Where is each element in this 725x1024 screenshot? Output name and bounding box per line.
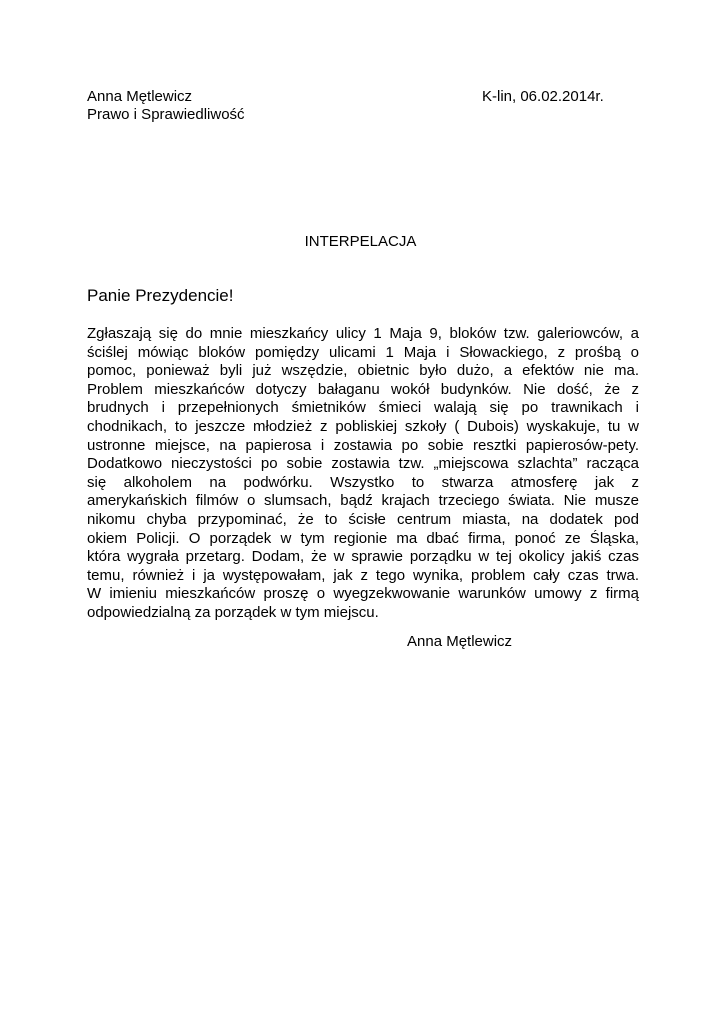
body-line: nikomu chyba przypominać, że to ścisłe centrum miasta, na dodatek pod bbox=[87, 510, 639, 528]
body-line: która wygrała przetarg. Dodam, że w sprawie porządku w tej okolicy jakiś czas bbox=[87, 548, 639, 566]
body-line: Dodatkowo nieczystości po sobie zostawia tzw. „miejscowa szlachta” racząca bbox=[87, 455, 639, 473]
body-line: Zgłaszają się do mnie mieszkańcy ulicy 1 Maja 9, bloków tzw. galeriowców, a bbox=[87, 325, 639, 342]
letter-body bbox=[87, 325, 639, 623]
body-line: W imieniu mieszkańców proszę o wyegzekwowanie warunków umowy z firmą bbox=[87, 585, 639, 603]
body-line: odpowiedzialną za porządek w tym miejscu. bbox=[87, 603, 379, 621]
body-line: ściślej mówiąc bloków pomiędzy ulicami 1 Maja i Słowackiego, z prośbą o bbox=[87, 343, 639, 361]
body-line: się alkoholem na podwórku. Wszystko to stwarza atmosferę jak z bbox=[87, 473, 639, 491]
body-line: okiem Policji. O porządek w tym regionie ma dbać firma, ponoć ze Śląska, bbox=[87, 529, 639, 547]
body-line: chodnikach, to jeszcze młodzież z pobliskiej szkoły ( Dubois) wyskakuje, tu w bbox=[87, 417, 639, 435]
signature: Anna Mętlewicz bbox=[407, 633, 513, 650]
author-name: Anna Mętlewicz bbox=[87, 88, 193, 105]
place-date: K-lin, 06.02.2014r. bbox=[482, 88, 604, 105]
body-line: Problem mieszkańców dotyczy bałaganu wokół budynków. Nie dość, że z bbox=[87, 380, 639, 398]
party-name: Prawo i Sprawiedliwość bbox=[87, 106, 245, 123]
body-line: amerykańskich filmów o slumsach, bądź krajach trzeciego świata. Nie musze bbox=[87, 492, 639, 510]
document-title: INTERPELACJA bbox=[304, 233, 417, 250]
body-line: ustronne miejsce, na papierosa i zostawia po sobie resztki papierosów-pety. bbox=[87, 436, 639, 454]
body-line: pomoc, ponieważ byli już wszędzie, obietnic było dużo, a efektów nie ma. bbox=[87, 362, 639, 380]
greeting: Panie Prezydencie! bbox=[87, 286, 234, 305]
body-line: brudnych i przepełnionych śmietników śmieci walają się po trawnikach i bbox=[87, 399, 639, 417]
body-line: temu, również i ja występowałam, jak z tego wynika, problem cały czas trwa. bbox=[87, 566, 639, 584]
